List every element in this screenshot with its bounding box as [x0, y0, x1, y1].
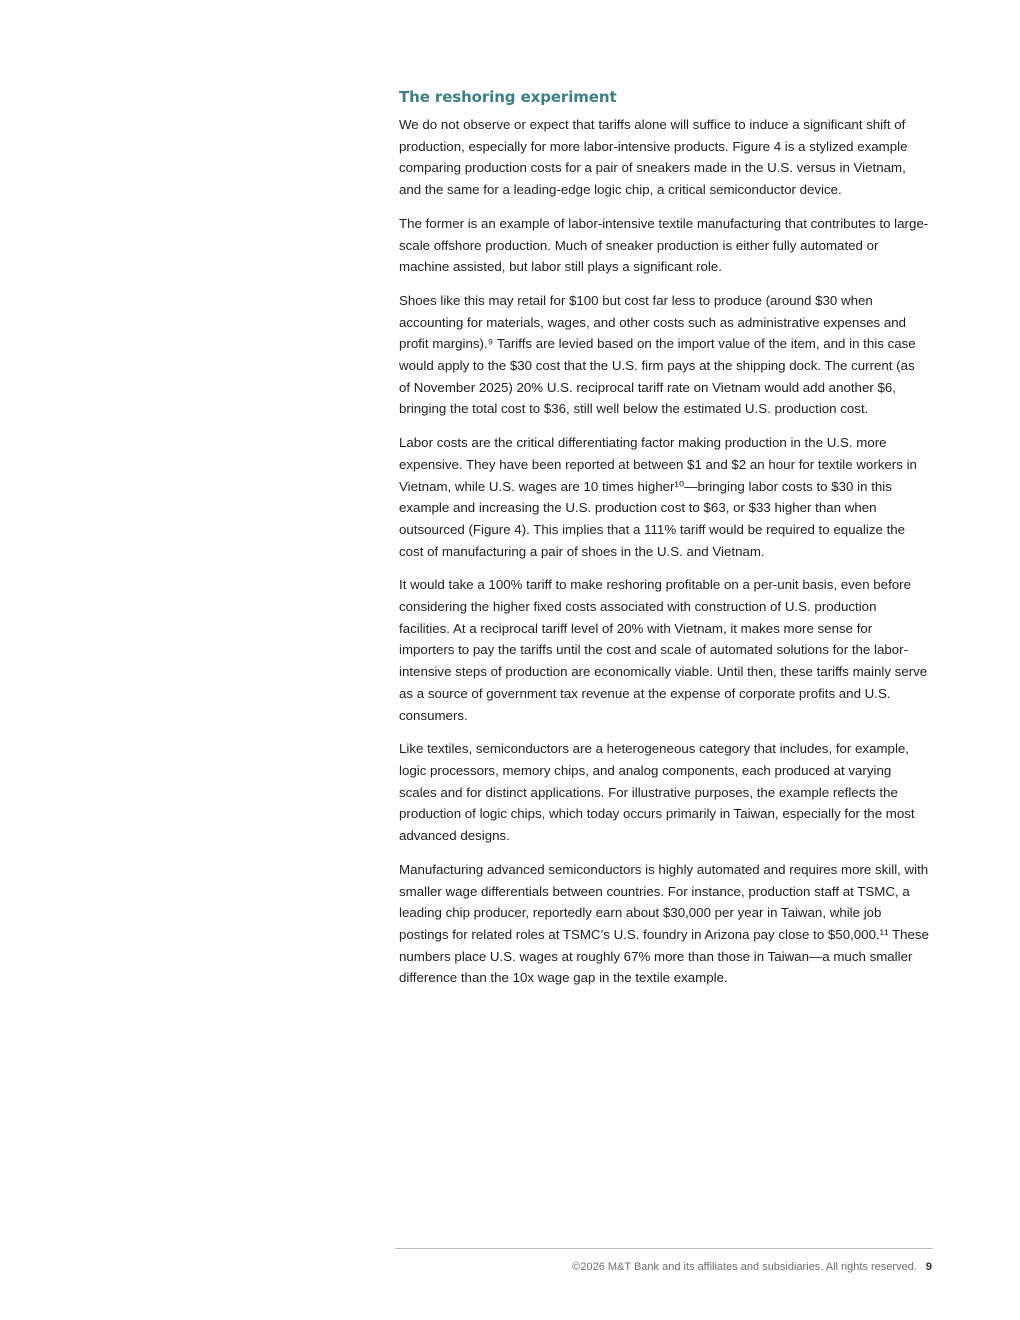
- page-footer: [572, 1259, 932, 1275]
- body-paragraph: Like textiles, semiconductors are a heterogeneous category that includes, for example, logic processors, memory chips, and analog components, each produced at varying scales and for distinct applications. For illustrative purposes, the example reflects the production of logic chips, which today occurs primarily in Taiwan, especially for the most advanced designs.: [399, 741, 915, 844]
- body-paragraph: The former is an example of labor-intensive textile manufacturing that contributes to large-scale offshore production. Much of sneaker production is either fully automated or machine assisted, but labor still plays a significant role.: [399, 215, 929, 275]
- page-number: 9: [925, 1261, 932, 1273]
- section-heading: The reshoring experiment: [399, 88, 617, 106]
- body-paragraph: Manufacturing advanced semiconductors is highly automated and requires more skill, with smaller wage differentials between countries. For instance, production staff at TSMC, a leading chip producer, reportedly earn about $30,000 per year in Taiwan, while job postings for related roles at TSMC’s U.S. foundry in Arizona pay close to $50,000.¹¹ These numbers place U.S. wages at roughly 67% more than those in Taiwan—a much smaller difference than the 10x wage gap in the textile example.: [399, 861, 929, 986]
- body-paragraph: Shoes like this may retail for $100 but cost far less to produce (around $30 when accounting for materials, wages, and other costs such as administrative expenses and profit margins).⁹ Tariffs are levied based on the import value of the item, and in this case would apply to the $30 cost that the U.S. firm pays at the shipping dock. The current (as of November 2025) 20% U.S. reciprocal tariff rate on Vietnam would add another $6, bringing the total cost to $36, still well below the estimated U.S. production cost.: [399, 292, 916, 417]
- article-section: [399, 86, 929, 1001]
- body-paragraph: We do not observe or expect that tariffs alone will suffice to induce a significant shift of production, especially for more labor-intensive products. Figure 4 is a stylized example comparing production costs for a pair of sneakers made in the U.S. versus in Vietnam, and the same for a leading-edge logic chip, a critical semiconductor device.: [399, 117, 908, 198]
- footer-divider: [395, 1248, 933, 1249]
- body-paragraph: Labor costs are the critical differentiating factor making production in the U.S. more expensive. They have been reported at between $1 and $2 an hour for textile workers in Vietnam, while U.S. wages are 10 times higher¹⁰—bringing labor costs to $30 in this example and increasing the U.S. production cost to $63, or $33 higher than when outsourced (Figure 4). This implies that a 111% tariff would be required to equalize the cost of manufacturing a pair of shoes in the U.S. and Vietnam.: [399, 435, 917, 559]
- body-paragraph: It would take a 100% tariff to make reshoring profitable on a per-unit basis, even before considering the higher fixed costs associated with construction of U.S. production facilities. At a reciprocal tariff level of 20% with Vietnam, it makes more sense for importers to pay the tariffs until the cost and scale of automated solutions for the labor-intensive steps of production are economically viable. Until then, these tariffs mainly serve as a source of government tax revenue at the expense of corporate profits and U.S. consumers.: [399, 577, 928, 723]
- copyright-notice: ©2026 M&T Bank and its affiliates and subsidiaries. All rights reserved.: [572, 1261, 917, 1273]
